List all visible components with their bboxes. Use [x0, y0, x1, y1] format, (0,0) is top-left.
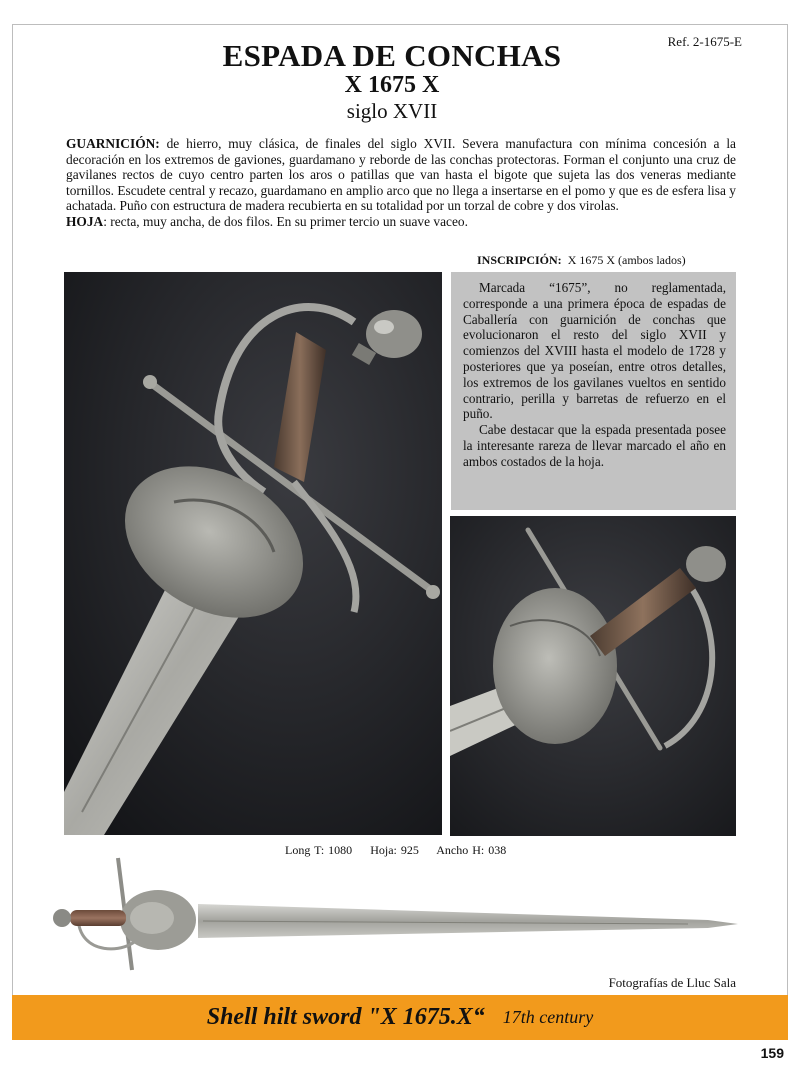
dimension-blade: Hoja: 925	[370, 843, 419, 857]
guarnicion-text: de hierro, muy clásica, de finales del siglo XVII. Severa manufactura con mínima concesión a la decoración en los extremos de gaviones, guardamano y reborde de las conchas protectoras. Forman el conjunto una cruz de gavilanes rectos de cuyo centro parten los aros o patillas que van hasta el bigote que sujeta las dos veneras mediante tornillos. Escudete central y recazo, guardamano en amplio arco que no llega a insertarse en el pomo y que es de esfera lisa y achatada. Puño con estructura de madera recubierta en su totalidad por un torzal de cobre y dos virolas.	[66, 136, 736, 214]
hoja-text: : recta, muy ancha, de dos filos. En su primer tercio un suave vaceo.	[103, 213, 468, 229]
century-label: siglo XVII	[346, 99, 438, 123]
english-century: 17th century	[502, 1007, 594, 1027]
notes-paragraph-2: Cabe destacar que la espada presentada posee la interesante rareza de llevar marcado el año en ambos costados de la hoja.	[463, 422, 726, 469]
full-sword-photo	[48, 848, 738, 980]
hilt-photo-small-image	[450, 516, 736, 836]
full-sword-image	[48, 848, 738, 980]
english-title: Shell hilt sword "X 1675.X“	[206, 1004, 485, 1030]
page-subtitle: X 1675 X	[344, 72, 440, 98]
hoja-label: HOJA	[66, 213, 104, 229]
reference-number: Ref. 2-1675-E	[667, 34, 742, 49]
hilt-photo-large-image	[64, 272, 442, 835]
inscription-value: X 1675 X (ambos lados)	[567, 253, 686, 267]
notes-box	[451, 272, 736, 510]
guarnicion-label: GUARNICIÓN:	[66, 136, 160, 151]
hilt-photo-large	[64, 272, 442, 835]
inscription	[477, 253, 686, 268]
english-title-banner	[12, 995, 788, 1040]
inscription-label: INSCRIPCIÓN:	[477, 253, 562, 267]
notes-paragraph-1: Marcada “1675”, no reglamentada, corresponde a una primera época de espadas de Caballería con guarnición de conchas que evolucionaron el resto del siglo XVII y comienzos del XVIII hasta el modelo de 1728 y posteriores que ya poseían, entre otros detalles, los extremos de los gavilanes vueltos en sentido contrario, perilla y barretas de refuerzo en el puño.	[463, 280, 726, 422]
description-text	[66, 136, 736, 230]
photo-credit: Fotografías de Lluc Sala	[608, 975, 736, 990]
page-title: ESPADA DE CONCHAS	[222, 38, 562, 73]
page-number: 159	[760, 1045, 784, 1061]
dimension-width: Ancho H: 038	[436, 843, 507, 857]
dimension-length: Long T: 1080	[285, 843, 353, 857]
hilt-photo-small	[450, 516, 736, 836]
